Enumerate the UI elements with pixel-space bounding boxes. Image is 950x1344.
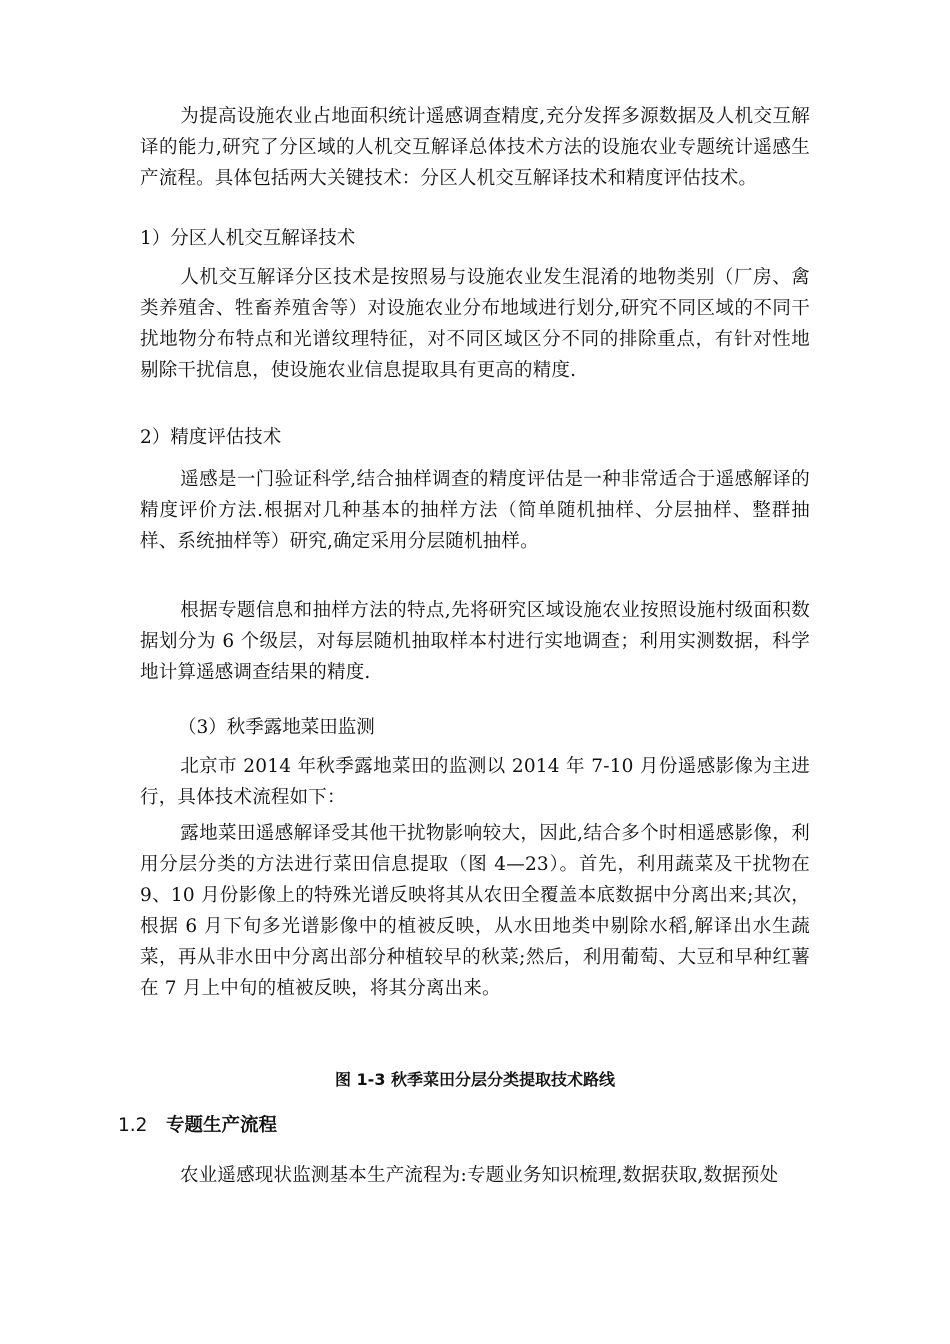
subheading-autumn-vegetable-fields: （3）秋季露地菜田监测 — [178, 717, 375, 738]
intro-paragraph: 为提高设施农业占地面积统计遥感调查精度,充分发挥多源数据及人机交互解译的能力,研究了分区域的人机交互解译总体技术方法的设施农业专题统计遥感生产流程。具体包括两大关键技术：分区人机交互解译技术和精度评估技术。 — [140, 106, 810, 189]
section-title: 专题生产流程 — [166, 1115, 278, 1136]
zoning-paragraph: 人机交互解译分区技术是按照易与设施农业发生混淆的地物类别（厂房、禽类养殖舍、牲畜养殖舍等）对设施农业分布地域进行划分,研究不同区域的不同干扰地物分布特点和光谱纹理特征，对不同区域区分不同的排除重点，有针对性地剔除干扰信息，使设施农业信息提取具有更高的精度. — [140, 267, 810, 381]
workflow-paragraph: 农业遥感现状监测基本生产流程为:专题业务知识梳理,数据获取,数据预处 — [180, 1165, 779, 1186]
monitoring-paragraph: 北京市 2014 年秋季露地菜田的监测以 2014 年 7-10 月份遥感影像为主进行，具体技术流程如下： — [140, 756, 810, 808]
method-paragraph: 露地菜田遥感解译受其他干扰物影响较大，因此,结合多个时相遥感影像，利用分层分类的方法进行菜田信息提取（图 4—23）。首先，利用蔬菜及干扰物在 9、10 月份影像上的特殊光谱反映将其从农田全覆盖本底数据中分离出来;其次，根据 6 月下旬多光谱影像中的植被反映，从水田地类中剔除水稻,解译出水生蔬菜，再从非水田中分离出部分种植较早的秋菜;然后，利用葡萄、大豆和早种红薯在 7 月上中旬的植被反映，将其分离出来。 — [140, 823, 810, 999]
figure-caption: 图 1-3 秋季菜田分层分类提取技术路线 — [334, 1070, 616, 1089]
subheading-zoning-technique: 1）分区人机交互解译技术 — [140, 228, 356, 249]
subheading-accuracy-assessment: 2）精度评估技术 — [140, 427, 282, 448]
accuracy-paragraph: 遥感是一门验证科学,结合抽样调查的精度评估是一种非常适合于遥感解译的精度评价方法.根据对几种基本的抽样方法（简单随机抽样、分层抽样、整群抽样、系统抽样等）研究,确定采用分层随机抽样。 — [140, 469, 810, 552]
section-heading — [118, 1112, 277, 1140]
section-number: 1.2 — [118, 1115, 148, 1136]
sampling-paragraph: 根据专题信息和抽样方法的特点,先将研究区域设施农业按照设施村级面积数据划分为 6 个级层，对每层随机抽取样本村进行实地调查；利用实测数据，科学地计算遥感调查结果的精度. — [140, 600, 810, 683]
